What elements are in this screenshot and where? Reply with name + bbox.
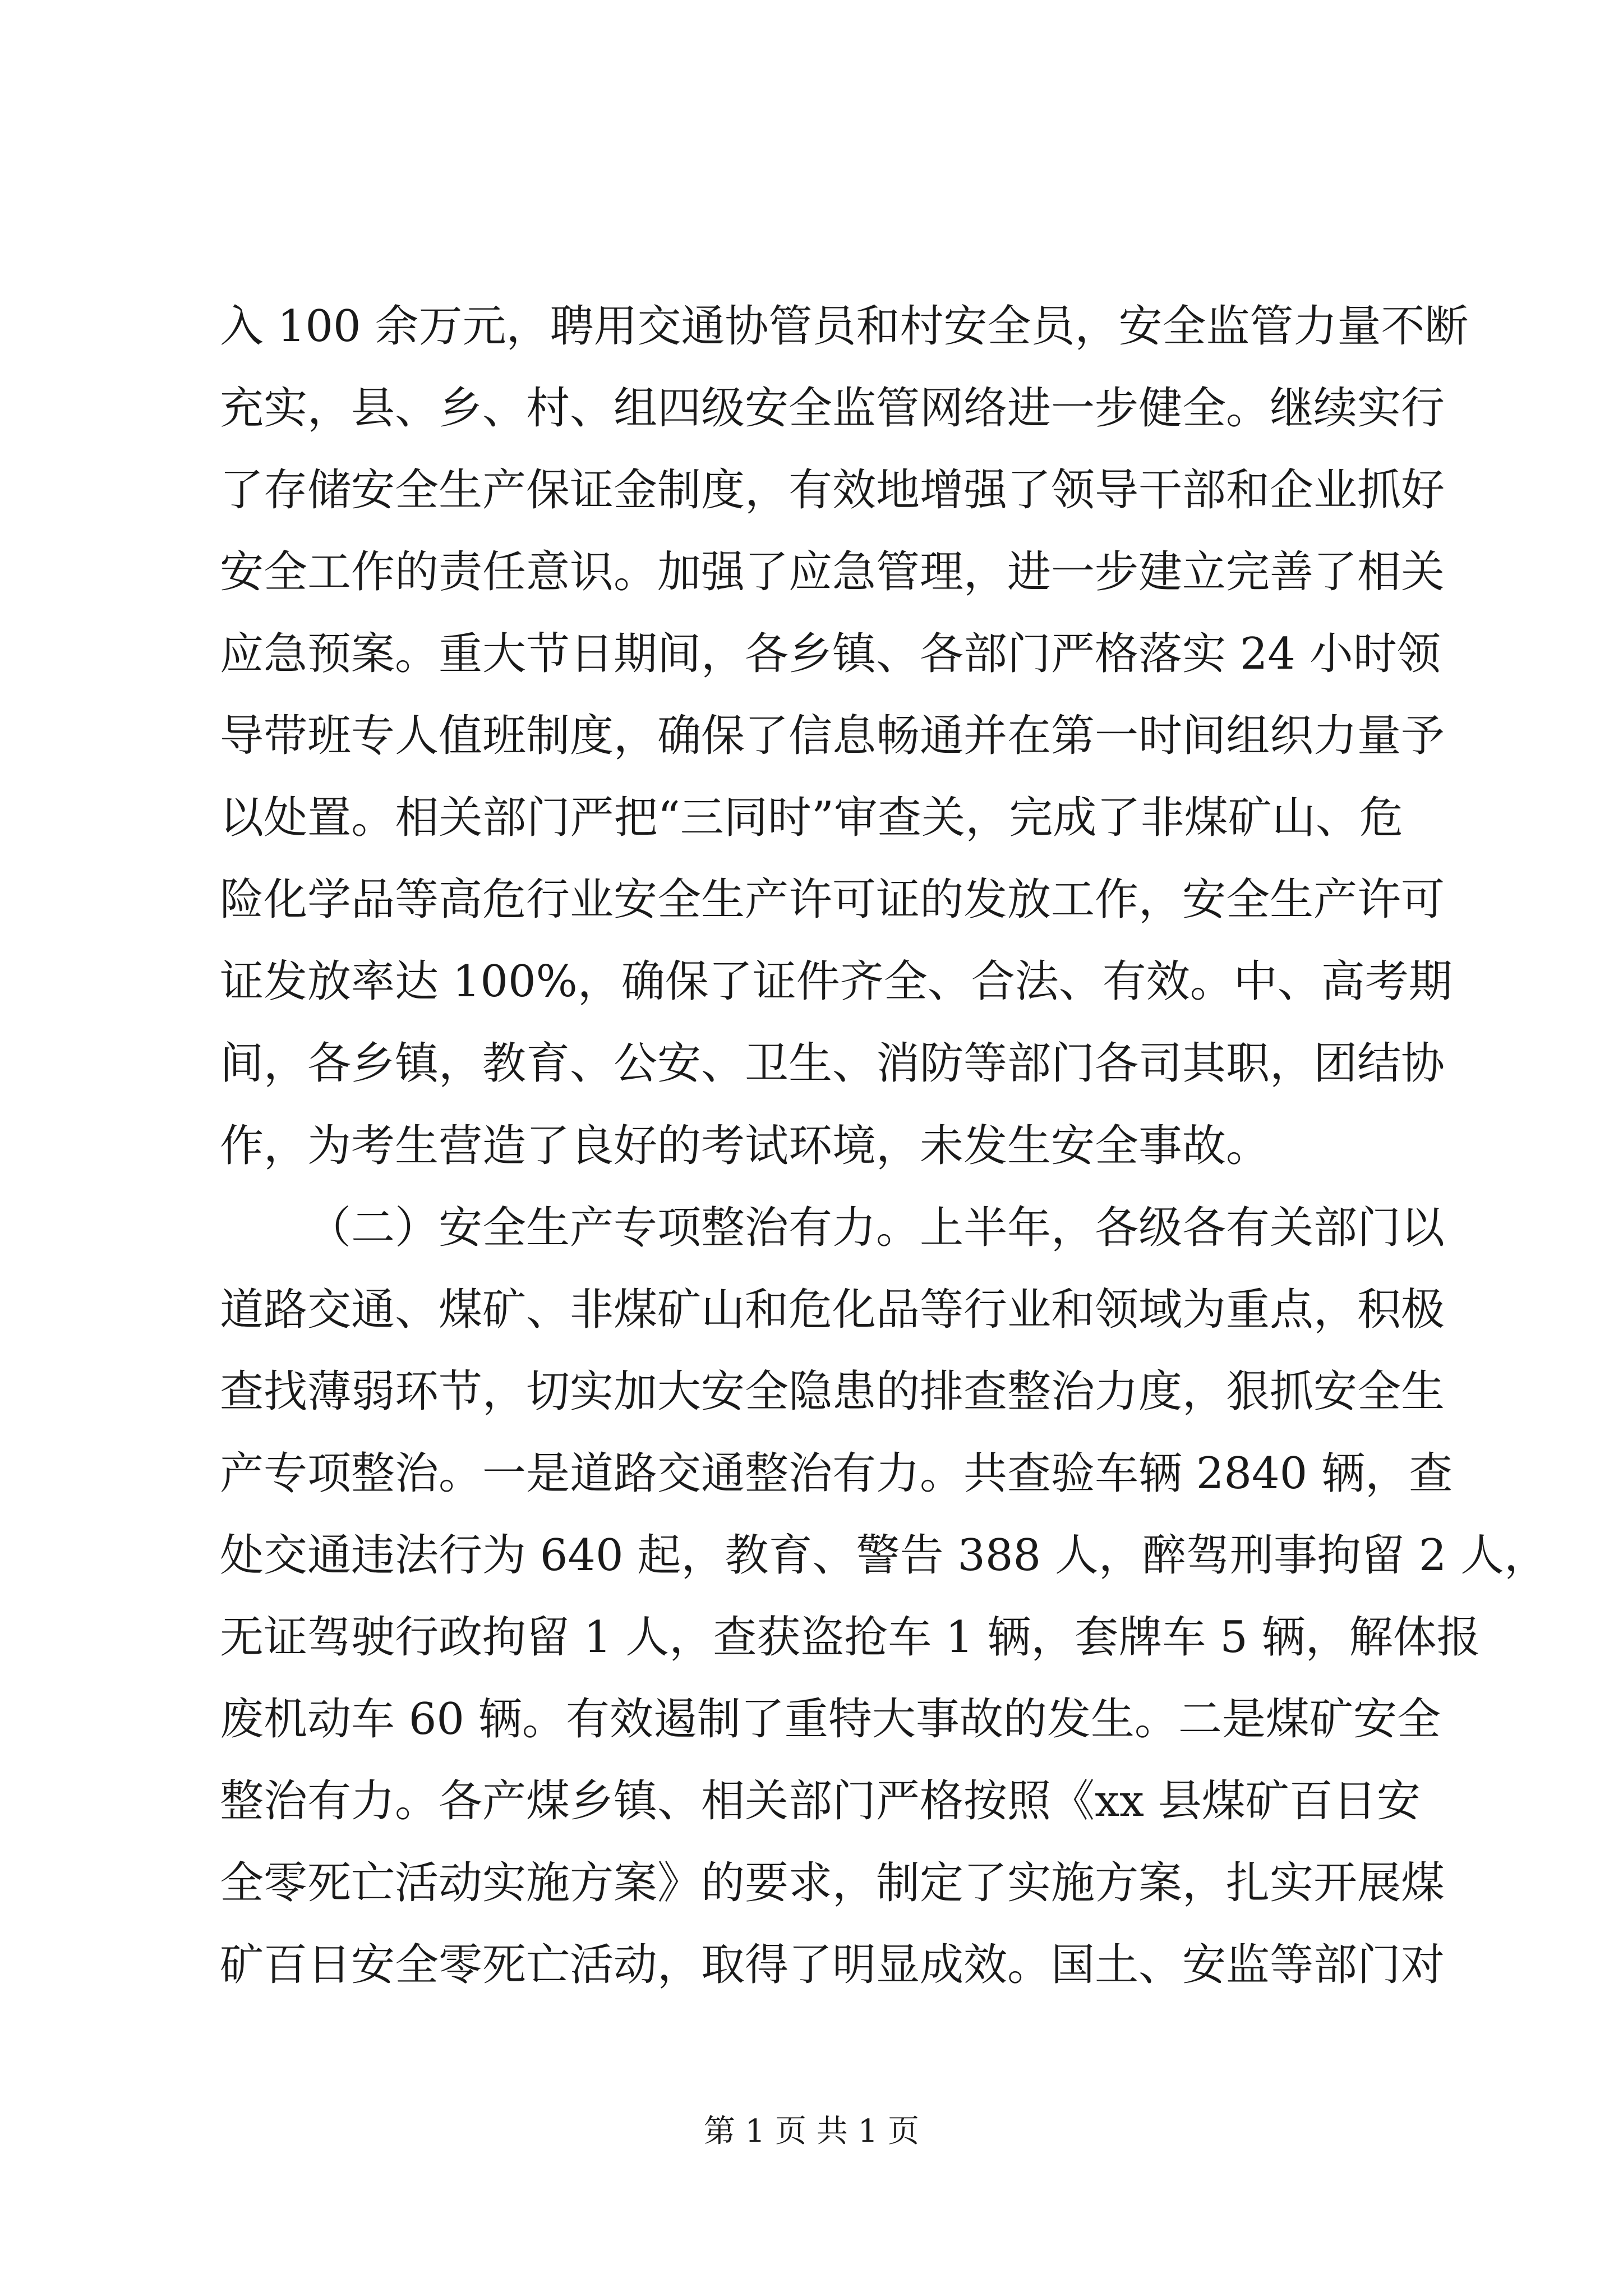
- body-text-line-2: 充实，县、乡、村、组四级安全监管网络进一步健全。继续实行: [220, 383, 1445, 434]
- body-text-line-19: 整治有力。各产煤乡镇、相关部门严格按照《xx 县煤矿百日安: [220, 1776, 1421, 1826]
- paragraph-2-first-line: （二）安全生产专项整治有力。上半年，各级各有关部门以: [307, 1203, 1445, 1253]
- body-text-line-17: 无证驾驶行政拘留 1 人，查获盗抢车 1 辆，套牌车 5 辆，解体报: [220, 1612, 1481, 1663]
- body-text-line-16: 处交通违法行为 640 起，教育、警告 388 人，醉驾刑事拘留 2 人，: [220, 1530, 1548, 1581]
- body-text-line-15: 产专项整治。一是道路交通整治有力。共查验车辆 2840 辆，查: [220, 1448, 1453, 1499]
- body-text-line-13: 道路交通、煤矿、非煤矿山和危化品等行业和领域为重点，积极: [220, 1285, 1445, 1335]
- body-text-line-20: 全零死亡活动实施方案》的要求，制定了实施方案，扎实开展煤: [220, 1858, 1445, 1908]
- body-text-line-1: 入 100 余万元，聘用交通协管员和村安全员，安全监管力量不断: [220, 301, 1469, 352]
- body-text-line-7: 以处置。相关部门严把“三同时”审查关，完成了非煤矿山、危: [220, 793, 1403, 843]
- body-text-line-10: 间，各乡镇，教育、公安、卫生、消防等部门各司其职，团结协: [220, 1038, 1445, 1089]
- body-text-line-9: 证发放率达 100%，确保了证件齐全、合法、有效。中、高考期: [220, 956, 1453, 1007]
- body-text-line-21: 矿百日安全零死亡活动，取得了明显成效。国土、安监等部门对: [220, 1940, 1445, 1990]
- body-text-line-18: 废机动车 60 辆。有效遏制了重特大事故的发生。二是煤矿安全: [220, 1694, 1441, 1745]
- body-text-line-6: 导带班专人值班制度，确保了信息畅通并在第一时间组织力量予: [220, 711, 1445, 761]
- body-text-line-14: 查找薄弱环节，切实加大安全隐患的排查整治力度，狠抓安全生: [220, 1366, 1445, 1417]
- body-text-line-11: 作，为考生营造了良好的考试环境，未发生安全事故。: [220, 1121, 1270, 1171]
- body-text-line-5: 应急预案。重大节日期间，各乡镇、各部门严格落实 24 小时领: [220, 629, 1441, 679]
- body-text-line-4: 安全工作的责任意识。加强了应急管理，进一步建立完善了相关: [220, 547, 1445, 597]
- body-text-line-3: 了存储安全生产保证金制度，有效地增强了领导干部和企业抓好: [220, 465, 1445, 516]
- page-number-footer: 第 1 页 共 1 页: [703, 2113, 920, 2150]
- body-text-line-8: 险化学品等高危行业安全生产许可证的发放工作，安全生产许可: [220, 875, 1445, 925]
